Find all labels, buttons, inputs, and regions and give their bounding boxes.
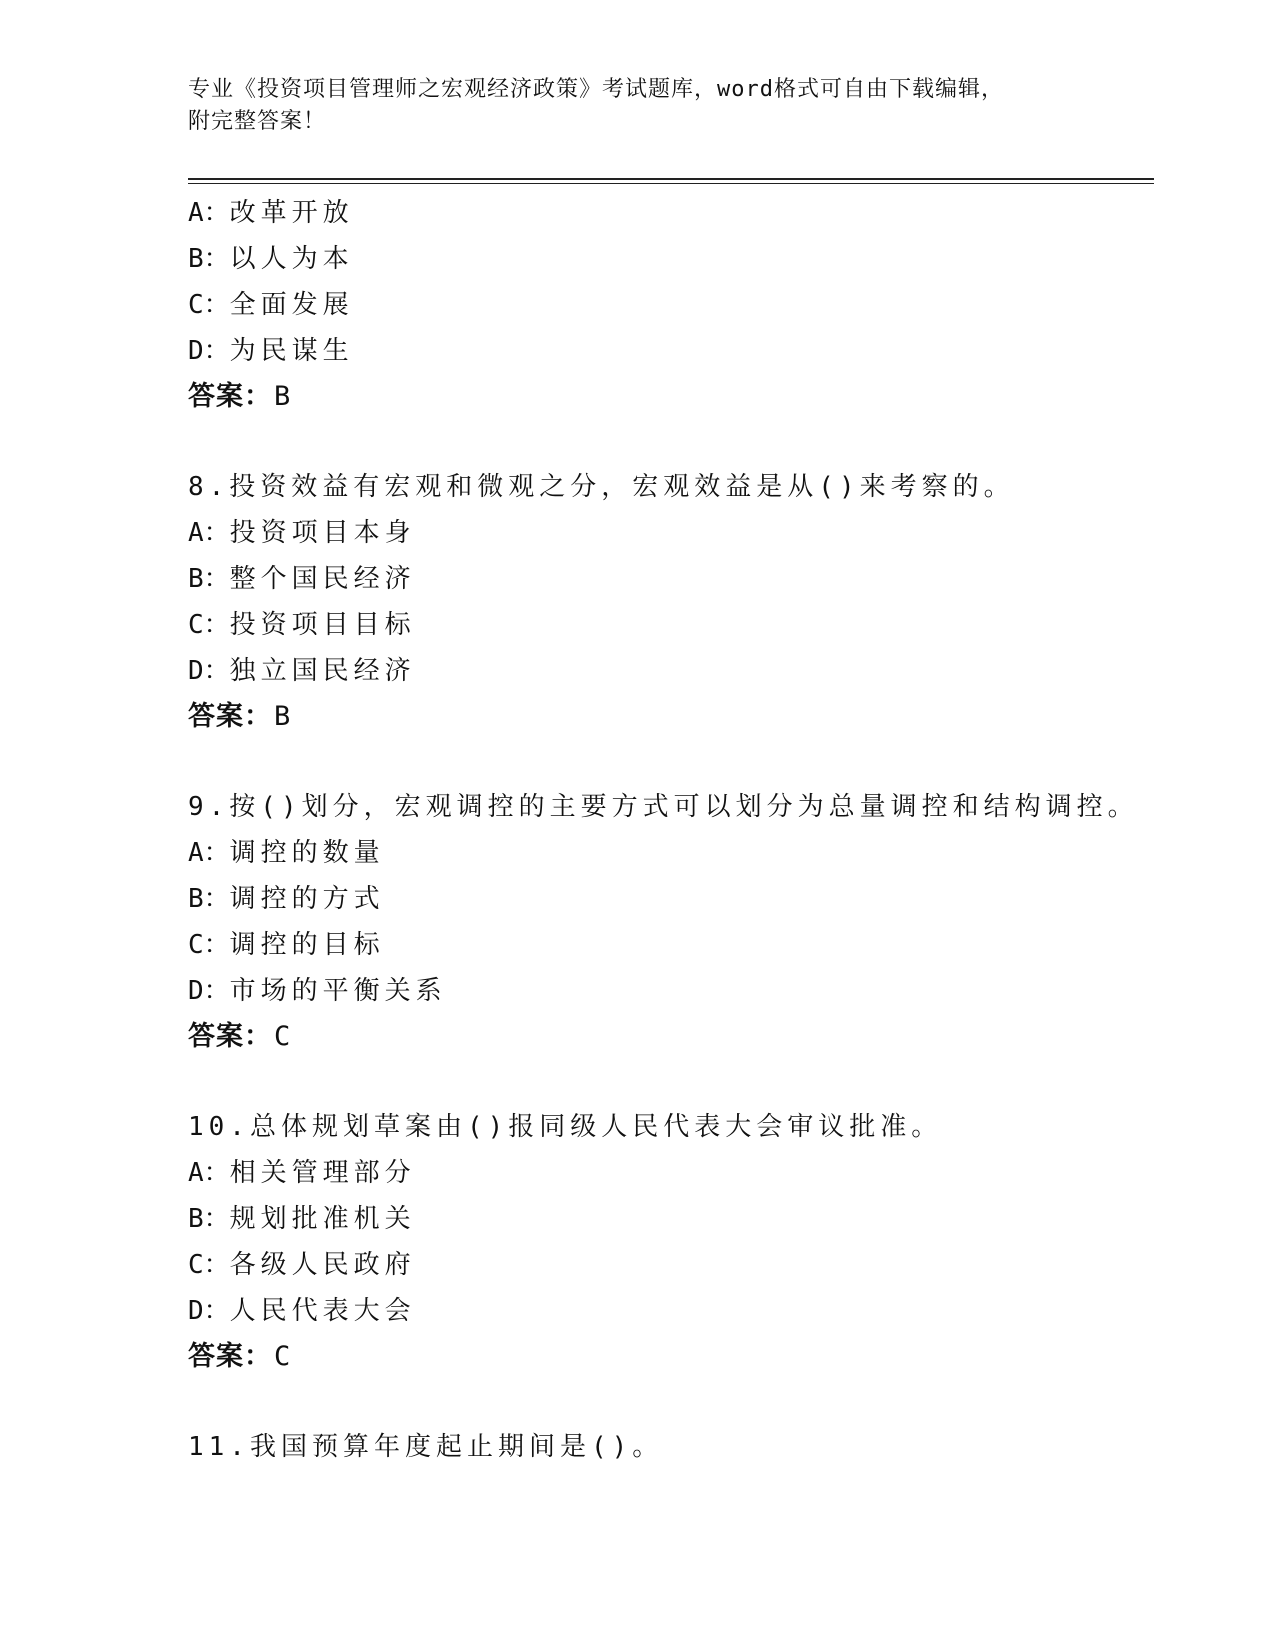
answer [188,1334,1154,1380]
answer-label: 答案： [188,1021,272,1052]
option-b: B：整个国民经济 [188,564,416,594]
option-a: A：相关管理部分 [188,1158,416,1188]
option-a: A：调控的数量 [188,838,385,868]
question-block-7 [188,190,1154,420]
question-list [188,190,1154,1470]
answer [188,694,1154,740]
option-d: D：独立国民经济 [188,656,416,686]
question-text: 9.按()划分，宏观调控的主要方式可以划分为总量调控和结构调控。 [188,792,1139,822]
question-block-11 [188,1424,1154,1470]
answer-value: C [274,1021,291,1052]
question-text: 11.我国预算年度起止期间是()。 [188,1432,664,1462]
spacer [188,1380,1154,1424]
option-a: A：改革开放 [188,198,354,228]
header-divider-thick [188,178,1154,180]
answer [188,374,1154,420]
option-b: B：以人为本 [188,244,354,274]
option-d: D：人民代表大会 [188,1296,416,1326]
header-divider-thin [188,183,1154,184]
option-d: D：市场的平衡关系 [188,976,447,1006]
answer [188,1014,1154,1060]
question-block-8 [188,464,1154,740]
spacer [188,1060,1154,1104]
option-a: A：投资项目本身 [188,518,416,548]
answer-label: 答案： [188,701,272,732]
answer-label: 答案： [188,1341,272,1372]
answer-label: 答案： [188,381,272,412]
question-block-10 [188,1104,1154,1380]
question-text: 8.投资效益有宏观和微观之分，宏观效益是从()来考察的。 [188,472,1015,502]
answer-value: B [274,701,291,732]
spacer [188,420,1154,464]
header-line-2: 附完整答案！ [188,109,327,134]
question-text: 10.总体规划草案由()报同级人民代表大会审议批准。 [188,1112,943,1142]
answer-value: B [274,381,291,412]
header-line-1: 专业《投资项目管理师之宏观经济政策》考试题库，word格式可自由下载编辑， [188,77,1004,102]
spacer [188,740,1154,784]
option-d: D：为民谋生 [188,336,354,366]
option-b: B：规划批准机关 [188,1204,416,1234]
option-c: C：全面发展 [188,290,354,320]
document-header [188,74,1088,138]
option-c: C：调控的目标 [188,930,385,960]
option-b: B：调控的方式 [188,884,385,914]
question-block-9 [188,784,1154,1060]
option-c: C：各级人民政府 [188,1250,416,1280]
answer-value: C [274,1341,291,1372]
option-c: C：投资项目目标 [188,610,416,640]
